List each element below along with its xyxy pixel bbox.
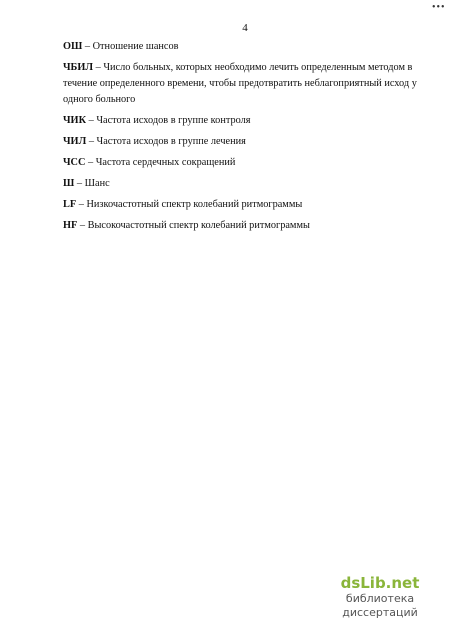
watermark-tagline: библиотека диссертаций — [342, 592, 418, 619]
abbreviation-entry — [63, 39, 428, 55]
abbreviation-term: Ш — [63, 178, 75, 189]
corner-mark: ••• — [432, 2, 446, 13]
abbreviation-definition: – Низкочастотный спектр колебаний ритмограммы — [76, 199, 303, 210]
abbreviation-definition: – Частота сердечных сокращений — [85, 157, 236, 168]
abbreviation-term: ЧИК — [63, 115, 87, 126]
abbreviation-term: ЧБИЛ — [63, 62, 94, 73]
page-number: 4 — [242, 22, 248, 34]
abbreviation-entry — [63, 176, 428, 192]
abbreviation-entry — [63, 60, 428, 108]
abbreviation-term: ЧСС — [63, 157, 86, 168]
abbreviation-entry — [63, 218, 428, 234]
watermark — [320, 574, 440, 620]
abbreviation-definition: – Отношение шансов — [82, 41, 179, 52]
abbreviation-definition: – Высокочастотный спектр колебаний ритмограммы — [77, 220, 310, 231]
abbreviation-definition: – Число больных, которых необходимо лечить определенным методом в течение определенного времени, чтобы предотвратить неблагоприятный исход у одного больного — [63, 62, 417, 105]
abbreviation-term: HF — [63, 220, 78, 231]
abbreviation-definition: – Шанс — [74, 178, 110, 189]
abbreviation-definition: – Частота исходов в группе контроля — [86, 115, 251, 126]
abbreviation-entry — [63, 134, 428, 150]
abbreviation-definition: – Частота исходов в группе лечения — [86, 136, 246, 147]
watermark-logo: dsLib.net — [340, 574, 420, 592]
abbreviation-entry — [63, 113, 428, 129]
abbreviation-term: ЧИЛ — [63, 136, 87, 147]
abbreviation-term: LF — [63, 199, 77, 210]
abbreviation-entry — [63, 197, 428, 213]
abbreviation-list — [63, 39, 428, 239]
abbreviation-entry — [63, 155, 428, 171]
abbreviation-term: ОШ — [63, 41, 83, 52]
